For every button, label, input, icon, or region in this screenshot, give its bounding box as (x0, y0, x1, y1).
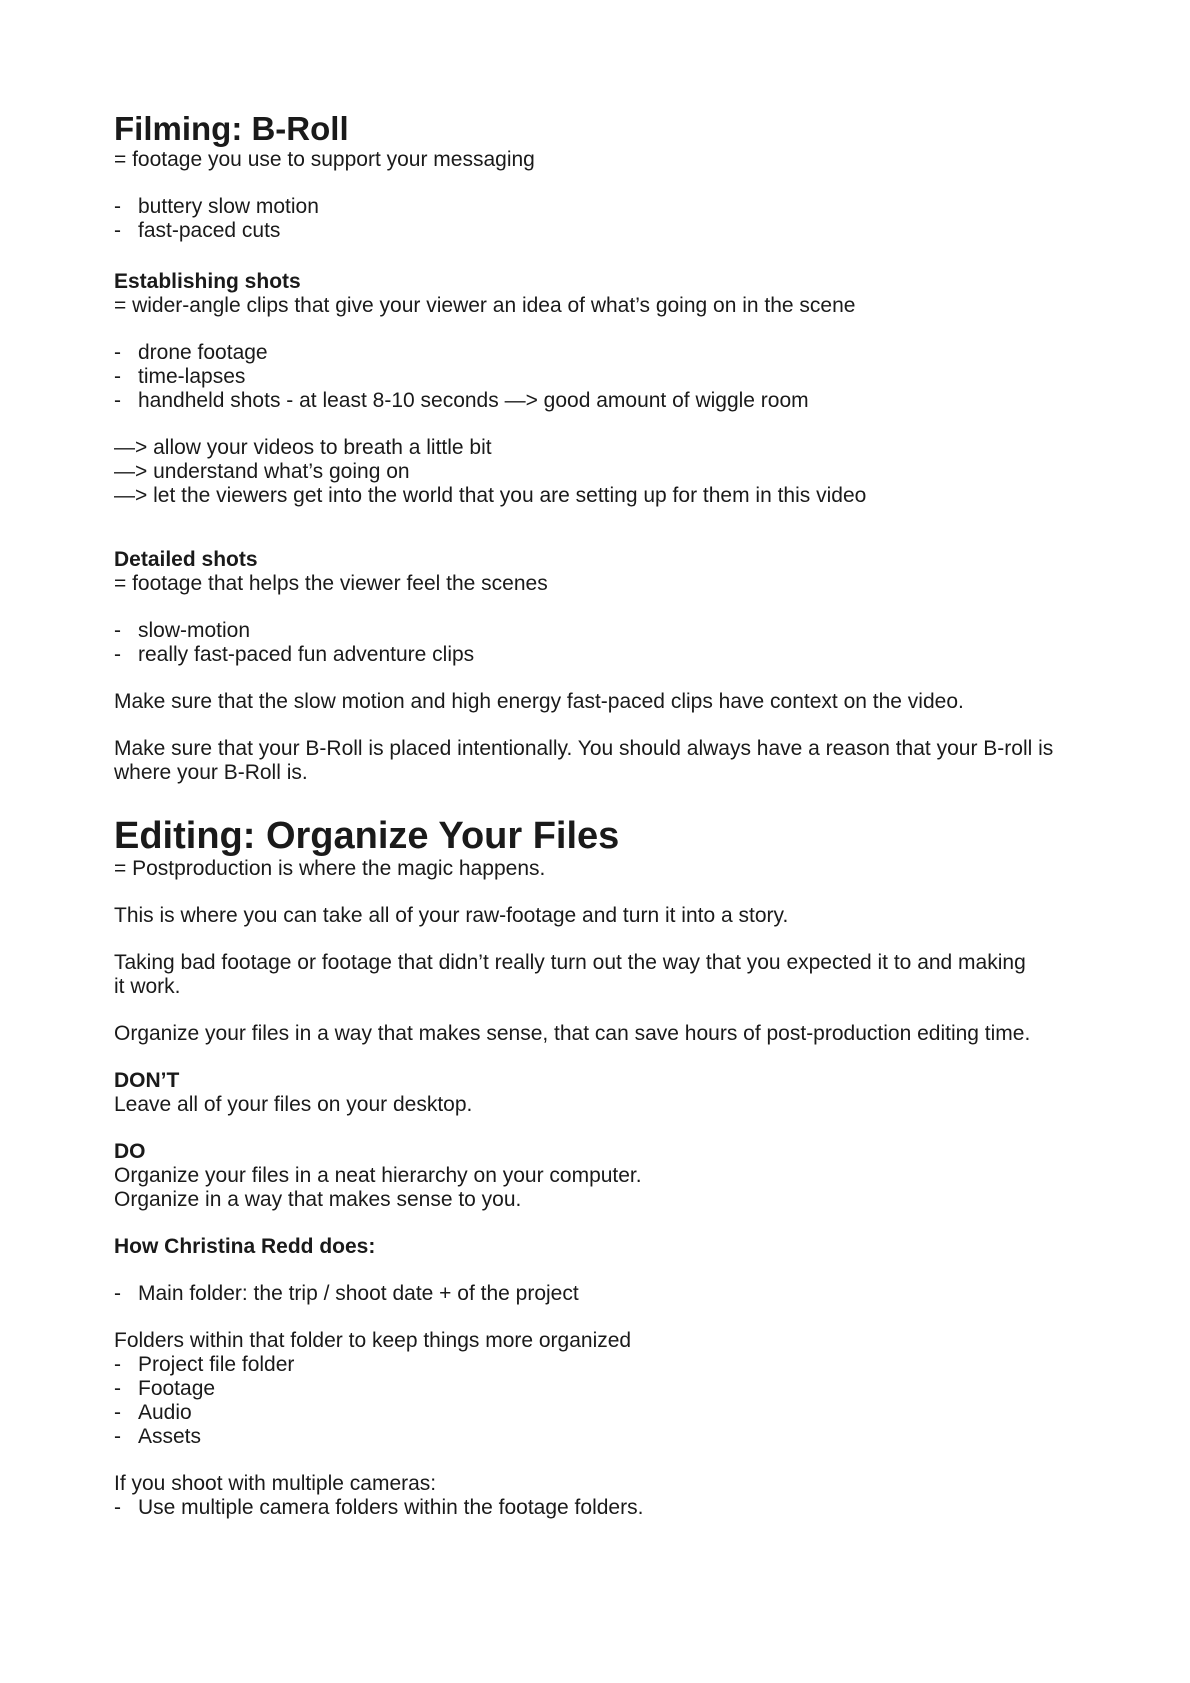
subheading-establishing: Establishing shots (114, 270, 301, 293)
arrow-note: —> understand what’s going on (114, 460, 410, 483)
list-item: - fast-paced cuts (114, 219, 281, 242)
list-item: - Assets (114, 1425, 202, 1448)
paragraph: Make sure that the slow motion and high energy fast-paced clips have context on the video. (114, 690, 964, 713)
list-item: - slow-motion (114, 619, 251, 642)
section-definition: = footage you use to support your messaging (114, 148, 535, 171)
list-item: - Use multiple camera folders within the footage folders. (114, 1496, 644, 1519)
subheading-do: DO (114, 1140, 146, 1163)
paragraph: Make sure that your B-Roll is placed intentionally. You should always have a reason that your B-roll is where your B-Roll is. (114, 737, 1054, 784)
paragraph: If you shoot with multiple cameras: (114, 1472, 437, 1495)
list-item: - handheld shots - at least 8-10 seconds —> good amount of wiggle room (114, 389, 809, 412)
section-title-filming: Filming: B-Roll (114, 110, 349, 147)
document-page (114, 110, 1074, 1520)
paragraph: Taking bad footage or footage that didn’t really turn out the way that you expected it to and making it work. (114, 951, 1026, 998)
subheading-dont: DON’T (114, 1069, 180, 1092)
subheading-christina: How Christina Redd does: (114, 1235, 376, 1258)
paragraph: Leave all of your files on your desktop. (114, 1093, 473, 1116)
list-item: - Footage (114, 1377, 216, 1400)
arrow-note: —> let the viewers get into the world that you are setting up for them in this video (114, 484, 867, 507)
list-item: - time-lapses (114, 365, 246, 388)
subheading-detailed: Detailed shots (114, 548, 258, 571)
paragraph: Organize your files in a way that makes sense, that can save hours of post-production editing time. (114, 1022, 1031, 1045)
list-item: - buttery slow motion (114, 195, 319, 218)
paragraph: Organize in a way that makes sense to you. (114, 1188, 522, 1211)
list-item: - Audio (114, 1401, 192, 1424)
arrow-note: —> allow your videos to breath a little bit (114, 436, 492, 459)
list-item: - Main folder: the trip / shoot date + of the project (114, 1282, 579, 1305)
paragraph: Organize your files in a neat hierarchy on your computer. (114, 1164, 642, 1187)
section-definition: = Postproduction is where the magic happens. (114, 857, 546, 880)
list-item: - really fast-paced fun adventure clips (114, 643, 475, 666)
paragraph: Folders within that folder to keep things more organized (114, 1329, 632, 1352)
paragraph: This is where you can take all of your raw-footage and turn it into a story. (114, 904, 789, 927)
subheading-definition: = footage that helps the viewer feel the scenes (114, 572, 548, 595)
list-item: - Project file folder (114, 1353, 295, 1376)
list-item: - drone footage (114, 341, 268, 364)
section-title-editing: Editing: Organize Your Files (114, 815, 620, 857)
subheading-definition: = wider-angle clips that give your viewer an idea of what’s going on in the scene (114, 294, 856, 317)
